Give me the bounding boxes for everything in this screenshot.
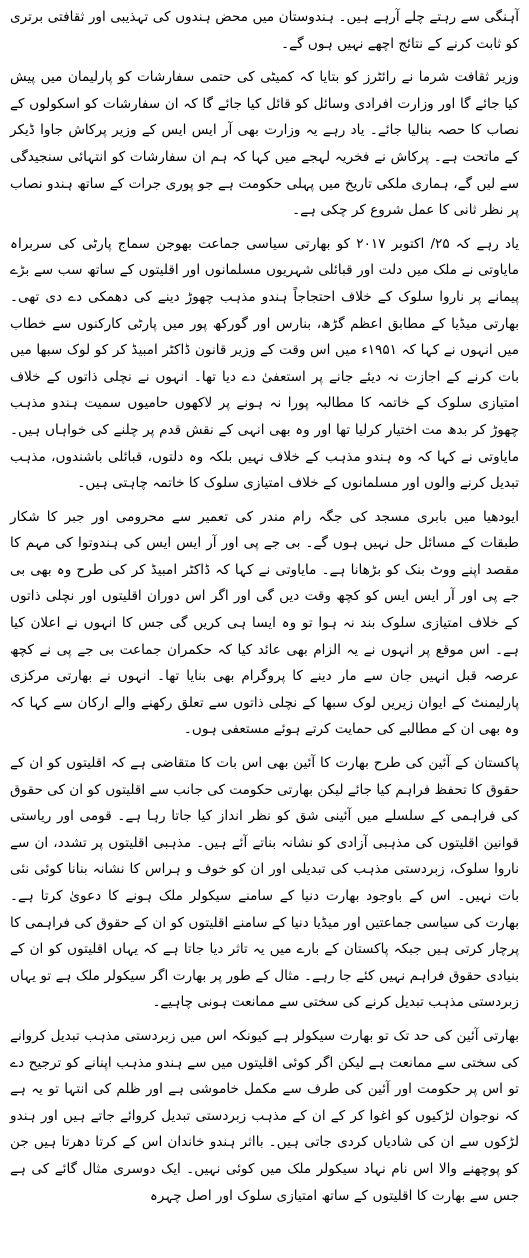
article-paragraph: ایودھیا میں بابری مسجد کی جگہ رام مندر کی تعمیر سے محرومی اور جبر کا شکار طبقات کے مسائل حل نہیں ہوں گے۔ بی جے پی اور آر ایس ایس کی ہندوتوا کی مہم کا مقصد اپنے ووٹ بنک کو بڑھانا ہے۔ مایاوتی نے کہا کہ ڈاکٹر امبیڈ کر کی طرح وہ بھی بی جے پی اور آر ایس ایس کو کچھ وقت دیں گی اور اگر اس دوران اقلیتوں اور نچلی ذاتوں کے خلاف امتیازی سلوک بند نہ ہوا تو وہ ایسا ہی کریں گی جس کا انہوں نے اعلان کیا ہے۔ اس موقع پر انہوں نے یہ الزام بھی عائد کیا کہ حکمران جماعت بی جے پی نے کچھ عرصہ قبل انہیں جان سے مار دینے کا پروگرام بھی بنایا تھا۔ انہوں نے بھارتی مرکزی پارلیمنٹ کے ایوان زیریں لوک سبھا کے نچلی ذاتوں سے تعلق رکھنے والے ارکان سے کہا کہ وہ بھی ان کے مطالبے کی حمایت کرتے ہوئے مستعفی ہوں۔	[10, 508, 519, 738]
article-paragraph: یاد رہے کہ ۲۵/ اکتوبر ۲۰۱۷ کو بھارتی سیاسی جماعت بھوجن سماج پارٹی کی سربراہ مایاوتی نے ملک میں دلت اور قبائلی شہریوں مسلمانوں اور اقلیتوں کے ساتھ سب سے بڑے پیمانے پر ناروا سلوک کے خلاف احتجاجاً ہندو مذہب چھوڑ دینے کی دھمکی دے دی تھی۔ بھارتی میڈیا کے مطابق اعظم گڑھ، بنارس اور گورکھ پور میں پارٹی کارکنوں سے خطاب میں انہوں نے کہا کہ ۱۹۵۱ء میں اس وقت کے وزیر قانون ڈاکٹر امبیڈ کر کو لوک سبھا میں بات کرنے کے اجازت نہ دیئے جانے پر استعفیٰ دے دیا تھا۔ انہوں نے نچلی ذاتوں کے خلاف امتیازی سلوک کے خاتمہ کا مطالبہ پورا نہ ہونے پر لاکھوں حامیوں سمیت ہندو مذہب چھوڑ کر بدھ مت اختیار کرلیا تھا اور وہ بھی انہی کے نقش قدم پر چلنے کی خواہاں ہیں۔ مایاوتی نے کہا کہ وہ ہندو مذہب کے خلاف نہیں بلکہ وہ دلتوں، قبائلی باشندوں، مذہب تبدیل کرنے والوں اور مسلمانوں کے خلاف امتیازی سلوک کا خاتمہ چاہتی ہیں۔	[10, 235, 520, 492]
article-paragraph: بھارتی آئین کی حد تک تو بھارت سیکولر ہے کیونکہ اس میں زبردستی مذہب تبدیل کروانے کی سختی سے ممانعت ہے لیکن اگر کوئی اقلیتوں میں سے ہندو مذہب اپنانے کو ترجیح دے تو اس پر حکومت اور آئین کی طرف سے مکمل خاموشی ہے اور ظلم کی انتہا تو یہ ہے کہ نوجوان لڑکیوں کو اغوا کر کے ان کے مذہب زبردستی تبدیل کروائے جاتے ہیں اور ہندو لڑکوں سے ان کی شادیاں کردی جاتی ہیں۔ بااثر ہندو خاندان اس کے کرتا دھرتا ہیں جن کو پوچھنے والا اس نام نہاد سیکولر ملک میں کوئی نہیں۔ ایک دوسری مثال گائے کی ہے جس سے بھارت کا اقلیتوں کے ساتھ امتیازی سلوک اور اصل چہرہ	[10, 1027, 519, 1204]
article-paragraph: پاکستان کے آئین کی طرح بھارت کا آئین بھی اس بات کا متقاضی ہے کہ اقلیتوں کو ان کے حقوق کا تحفظ فراہم کیا جائے لیکن بھارتی حکومت کی جانب سے اقلیتوں کو ان کی حقوق کی فراہمی کے سلسلے میں آئینی شق کو نظر انداز کیا جاتا رہا ہے۔ قومی اور ریاستی قوانین اقلیتوں کی مذہبی آزادی کو نشانہ بناتے آئے ہیں۔ مذہبی اقلیتوں پر تشدد، ان سے ناروا سلوک، زبردستی مذہب کی تبدیلی اور ان کو خوف و ہراس کا نشانہ بنانا کوئی نئی بات نہیں۔ اس کے باوجود بھارت دنیا کے سامنے سیکولر ملک ہونے کا دعویٰ کرتا ہے۔ بھارت کی سیاسی جماعتیں اور میڈیا دنیا کے سامنے اقلیتوں کو ان کے حقوق کی فراہمی کا پرچار کرتی ہیں جبکہ پاکستان کے بارے میں یہ تاثر دیا جاتا ہے کہ یہاں اقلیتوں کو ان کے بنیادی حقوق فراہم نہیں کئے جا رہے۔ مثال کے طور پر بھارت اگر سیکولر ملک ہے تو یہاں زبردستی مذہب تبدیل کرنے کی سختی سے ممانعت ہونی چاہیے۔	[10, 755, 519, 1011]
article-paragraph: وزیر ثقافت شرما نے رائٹرز کو بتایا کہ کمیٹی کی حتمی سفارشات کو پارلیمان میں پیش کیا جائے گا اور وزارت افرادی وسائل کو قائل کیا جائے گا کہ ان سفارشات کو اسکولوں کے نصاب کا حصہ بنالیا جائے۔ یاد رہے یہ وزارت بھی آر ایس ایس کے وزیر پرکاش جاوا ڈیکر کے ماتحت ہے۔ پرکاش نے فخریہ لہجے میں کہا کہ ہم ان سفارشات کو انتہائی سنجیدگی سے لیں گے، ہماری ملکی تاریخ میں پہلی حکومت ہے جو پوری جرات کے ساتھ ہندو نصاب پر نظر ثانی کا عمل شروع کر چکی ہے۔	[10, 69, 519, 219]
article-paragraph: آہنگی سے رہتے چلے آرہے ہیں۔ ہندوستان میں محض ہندوں کی تہذیبی اور ثقافتی برتری کو ثابت کرنے کے نتائج اچھے نہیں ہوں گے۔	[10, 9, 519, 52]
